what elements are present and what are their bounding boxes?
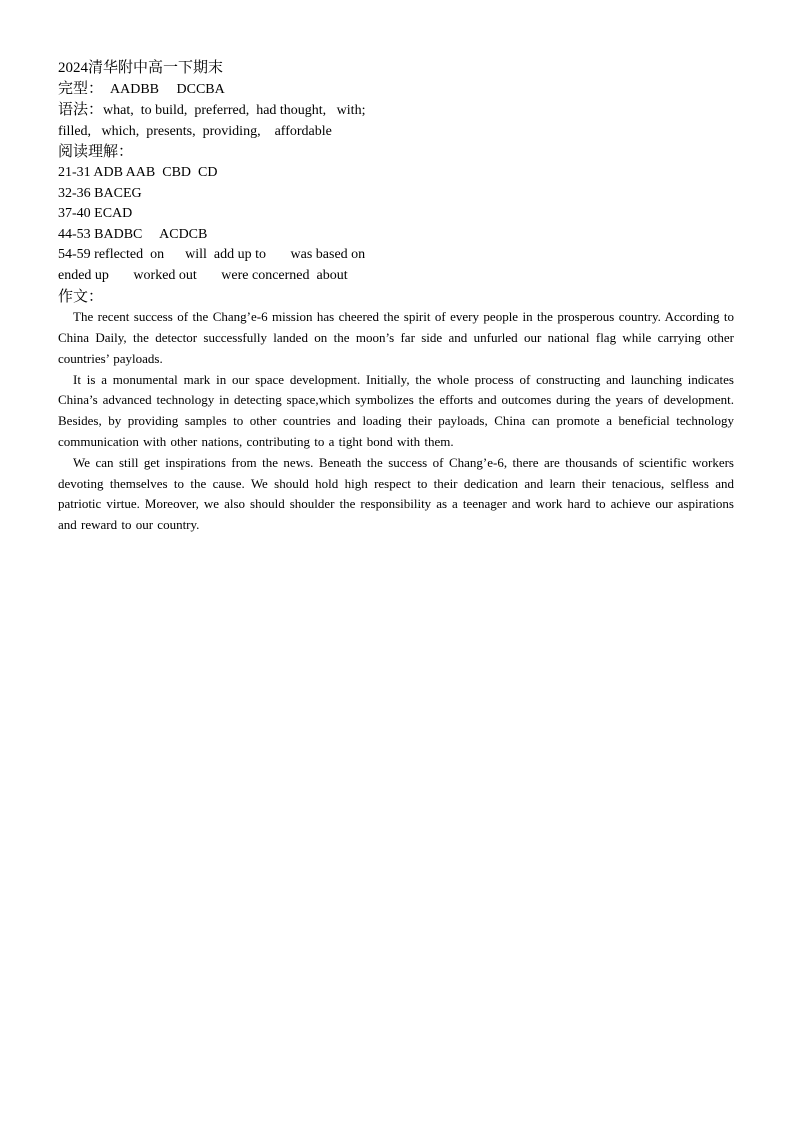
grammar-label: 语法： — [58, 102, 104, 119]
reading-answers-line: ended up worked out were concerned about — [58, 267, 348, 283]
document-page — [58, 58, 734, 536]
cloze-answers: AADBB DCCBA — [103, 81, 225, 97]
reading-answers-line: 21-31 ADB AAB CBD CD — [58, 164, 218, 180]
essay-paragraph: It is a monumental mark in our space development. Initially, the whole process of constructing and launching indicates China’s advanced technology in detecting space,which symbolizes the efforts and outcomes during the years of development. Besides, by providing samples to other countries and loading their payloads, China can promote a beneficial technology communication with other nations, contributing to a tight bond with them. — [58, 371, 734, 449]
grammar-line-1 — [58, 100, 734, 122]
cloze-answers-line — [58, 79, 734, 101]
reading-answers-line: 37-40 ECAD — [58, 206, 133, 222]
reading-answers-line: 44-53 BADBC ACDCB — [58, 226, 208, 242]
reading-label: 阅读理解： — [58, 144, 134, 161]
essay-paragraph: We can still get inspirations from the news. Beneath the success of Chang’e-6, there are thousands of scientific workers devoting themselves to the cause. We should hold high respect to their dedication and learn their tenacious, selfless and patriotic virtue. Moreover, we also should shoulder the responsibility as a teenager and work hard to achieve our aspirations and reward to our country. — [58, 454, 734, 533]
document-title: 2024清华附中高一下期末 — [58, 60, 224, 76]
essay-paragraph: The recent success of the Chang’e-6 mission has cheered the spirit of every people in the prosperous country. According to China Daily, the detector successfully landed on the moon’s far side and unfurled our national flag while carrying other countries’ payloads. — [58, 309, 734, 366]
grammar-answers-1: what, to build, preferred, had thought, with; — [103, 103, 366, 119]
writing-label: 作文： — [58, 288, 104, 305]
reading-answers-line: 54-59 reflected on will add up to was based on — [58, 247, 366, 263]
grammar-line-2: filled, which, presents, providing, affordable — [58, 123, 332, 139]
essay — [58, 307, 734, 536]
cloze-label: 完型： — [58, 80, 104, 97]
reading-answers-line: 32-36 BACEG — [58, 185, 142, 201]
